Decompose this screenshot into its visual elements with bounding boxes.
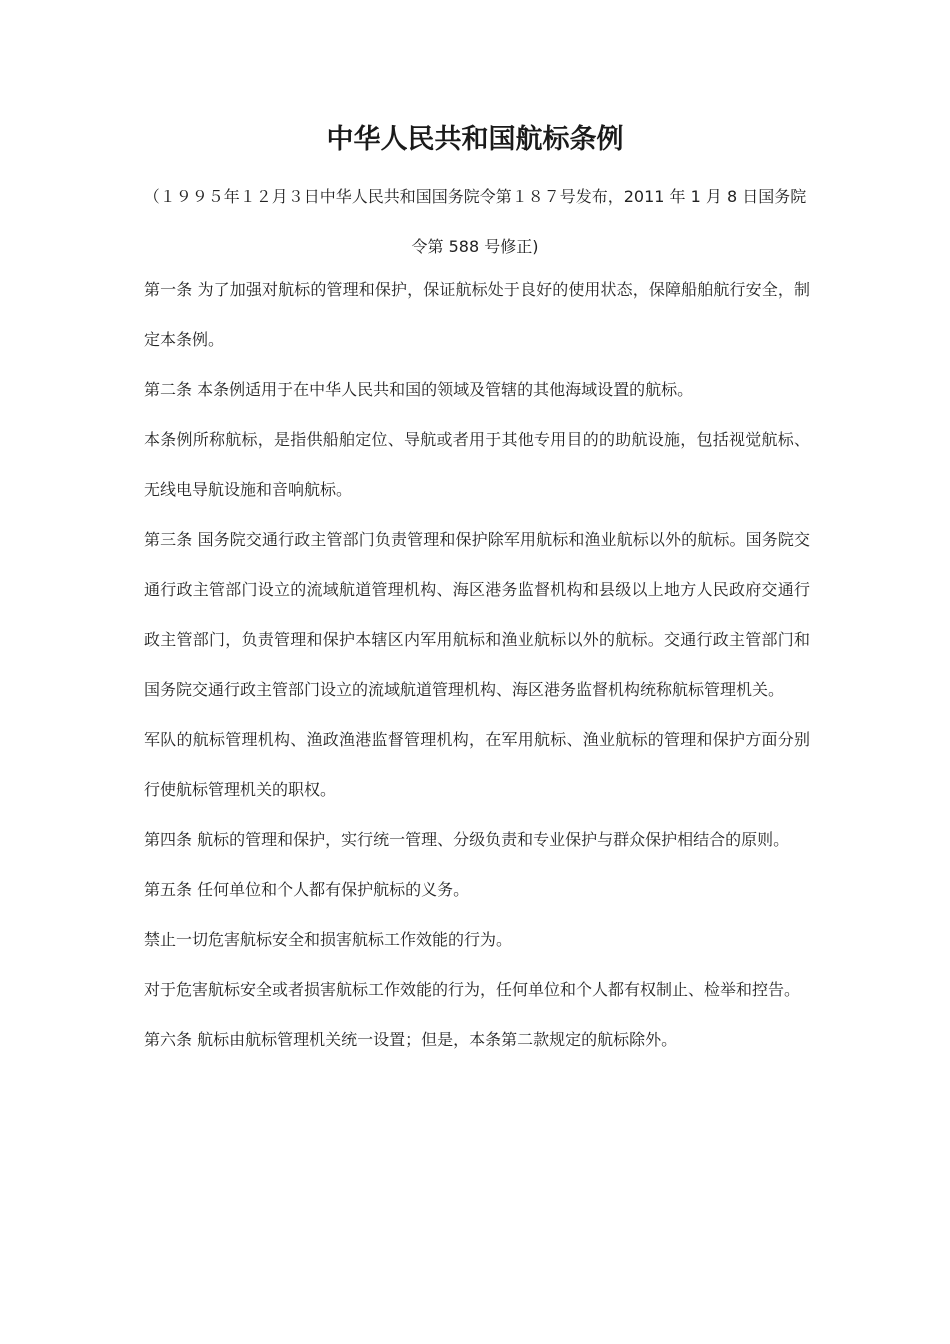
document-title: 中华人民共和国航标条例 xyxy=(326,124,624,155)
document-body xyxy=(144,265,810,1065)
paragraph: 第四条 航标的管理和保护，实行统一管理、分级负责和专业保护与群众保护相结合的原则。 xyxy=(144,830,790,849)
paragraph: 第二条 本条例适用于在中华人民共和国的领域及管辖的其他海域设置的航标。 xyxy=(144,380,694,399)
paragraph: 第三条 国务院交通行政主管部门负责管理和保护除军用航标和渔业航标以外的航标。国务院交通行政主管部门设立的流域航道管理机构、海区港务监督机构和县级以上地方人民政府交通行政主管部门，负责管理和保护本辖区内军用航标和渔业航标以外的航标。交通行政主管部门和国务院交通行政主管部门设立的流域航道管理机构、海区港务监督机构统称航标管理机关。 xyxy=(144,530,810,699)
paragraph: 对于危害航标安全或者损害航标工作效能的行为，任何单位和个人都有权制止、检举和控告。 xyxy=(144,980,801,999)
paragraph: 第一条 为了加强对航标的管理和保护，保证航标处于良好的使用状态，保障船舶航行安全，制定本条例。 xyxy=(144,280,810,349)
paragraph: 第六条 航标由航标管理机关统一设置；但是，本条第二款规定的航标除外。 xyxy=(144,1030,678,1049)
paragraph: 军队的航标管理机构、渔政渔港监督管理机构，在军用航标、渔业航标的管理和保护方面分别行使航标管理机关的职权。 xyxy=(144,730,810,799)
paragraph: 第五条 任何单位和个人都有保护航标的义务。 xyxy=(144,880,470,899)
document-subtitle: （１９９５年１２月３日中华人民共和国国务院令第１８７号发布，2011 年 1 月 8 日国务院令第 588 号修正) xyxy=(143,187,807,256)
paragraph: 禁止一切危害航标安全和损害航标工作效能的行为。 xyxy=(144,930,513,949)
paragraph: 本条例所称航标，是指供船舶定位、导航或者用于其他专用目的的助航设施，包括视觉航标、无线电导航设施和音响航标。 xyxy=(144,430,810,499)
